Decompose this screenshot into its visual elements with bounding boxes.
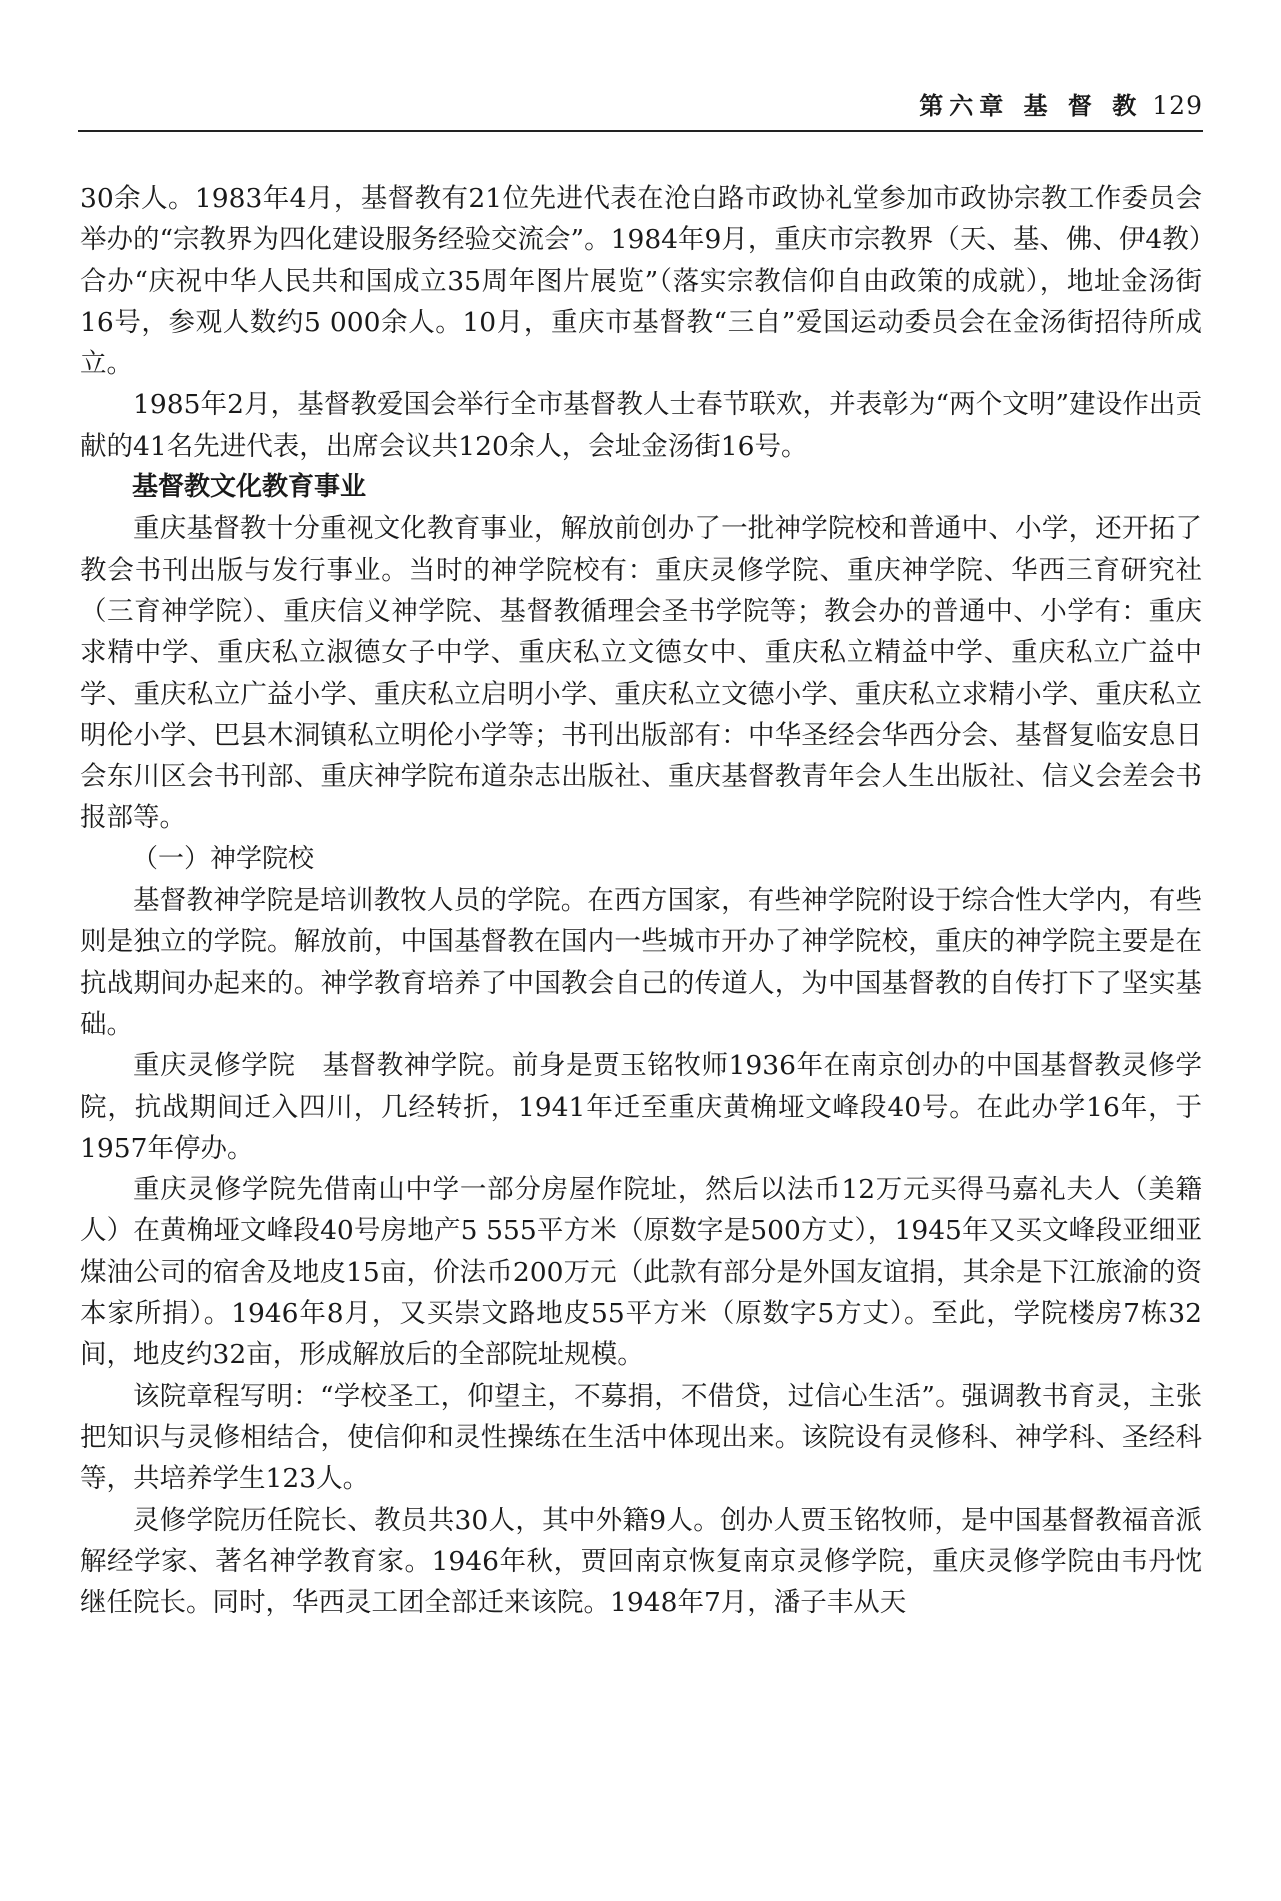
body-text <box>80 178 1202 1623</box>
header-rule <box>78 130 1203 132</box>
paragraph: 该院章程写明：“学校圣工，仰望主，不募捐，不借贷，过信心生活”。强调教书育灵，主张把知识与灵修相结合，使信仰和灵性操练在生活中体现出来。该院设有灵修科、神学科、圣经科等，共培养学生123人。 <box>80 1380 1202 1495</box>
paragraph: 重庆基督教十分重视文化教育事业，解放前创办了一批神学院校和普通中、小学，还开拓了教会书刊出版与发行事业。当时的神学院校有：重庆灵修学院、重庆神学院、华西三育研究社（三育神学院）、重庆信义神学院、基督教循理会圣书学院等；教会办的普通中、小学有：重庆求精中学、重庆私立淑德女子中学、重庆私立文德女中、重庆私立精益中学、重庆私立广益中学、重庆私立广益小学、重庆私立启明小学、重庆私立文德小学、重庆私立求精小学、重庆私立明伦小学、巴县木洞镇私立明伦小学等；书刊出版部有：中华圣经会华西分会、基督复临安息日会东川区会书刊部、重庆神学院布道杂志出版社、重庆基督教青年会人生出版社、信义会差会书报部等。 <box>80 513 1202 834</box>
page-number: 129 <box>1152 91 1203 120</box>
paragraph: 基督教神学院是培训教牧人员的学院。在西方国家，有些神学院附设于综合性大学内，有些则是独立的学院。解放前，中国基督教在国内一些城市开办了神学院校，重庆的神学院主要是在抗战期间办起来的。神学教育培养了中国教会自己的传道人，为中国基督教的自传打下了坚实基础。 <box>80 885 1202 1040</box>
paragraph: 重庆灵修学院 基督教神学院。前身是贾玉铭牧师1936年在南京创办的中国基督教灵修学院，抗战期间迁入四川，几经转折，1941年迁至重庆黄桷垭文峰段40号。在此办学16年，于1957年停办。 <box>80 1050 1202 1164</box>
paragraph: 灵修学院历任院长、教员共30人，其中外籍9人。创办人贾玉铭牧师，是中国基督教福音派解经学家、著名神学教育家。1946年秋，贾回南京恢复南京灵修学院，重庆灵修学院由韦丹忱继任院长。同时，华西灵工团全部迁来该院。1948年7月，潘子丰从天 <box>80 1504 1202 1619</box>
chapter-title: 第六章 基 督 教 <box>919 91 1143 120</box>
running-header <box>78 86 1203 126</box>
paragraph: 重庆灵修学院先借南山中学一部分房屋作院址，然后以法币12万元买得马嘉礼夫人（美籍人）在黄桷垭文峰段40号房地产5 555平方米（原数字是500方丈），1945年又买文峰段亚细亚煤油公司的宿舍及地皮15亩，价法币200万元（此款有部分是外国友谊捐，其余是下江旅渝的资本家所捐）。1946年8月，又买崇文路地皮55平方米（原数字5方丈）。至此，学院楼房7栋32间，地皮约32亩，形成解放后的全部院址规模。 <box>80 1174 1202 1371</box>
paragraph: 30余人。1983年4月，基督教有21位先进代表在沧白路市政协礼堂参加市政协宗教工作委员会举办的“宗教界为四化建设服务经验交流会”。1984年9月，重庆市宗教界（天、基、佛、伊4教）合办“庆祝中华人民共和国成立35周年图片展览”（落实宗教信仰自由政策的成就），地址金汤街16号，参观人数约5 000余人。10月，重庆市基督教“三自”爱国运动委员会在金汤街招待所成立。 <box>80 183 1203 380</box>
subsection-heading: （一）神学院校 <box>132 843 315 874</box>
section-heading: 基督教文化教育事业 <box>132 472 367 503</box>
paragraph: 1985年2月，基督教爱国会举行全市基督教人士春节联欢，并表彰为“两个文明”建设作出贡献的41名先进代表，出席会议共120余人，会址金汤街16号。 <box>80 389 1202 462</box>
